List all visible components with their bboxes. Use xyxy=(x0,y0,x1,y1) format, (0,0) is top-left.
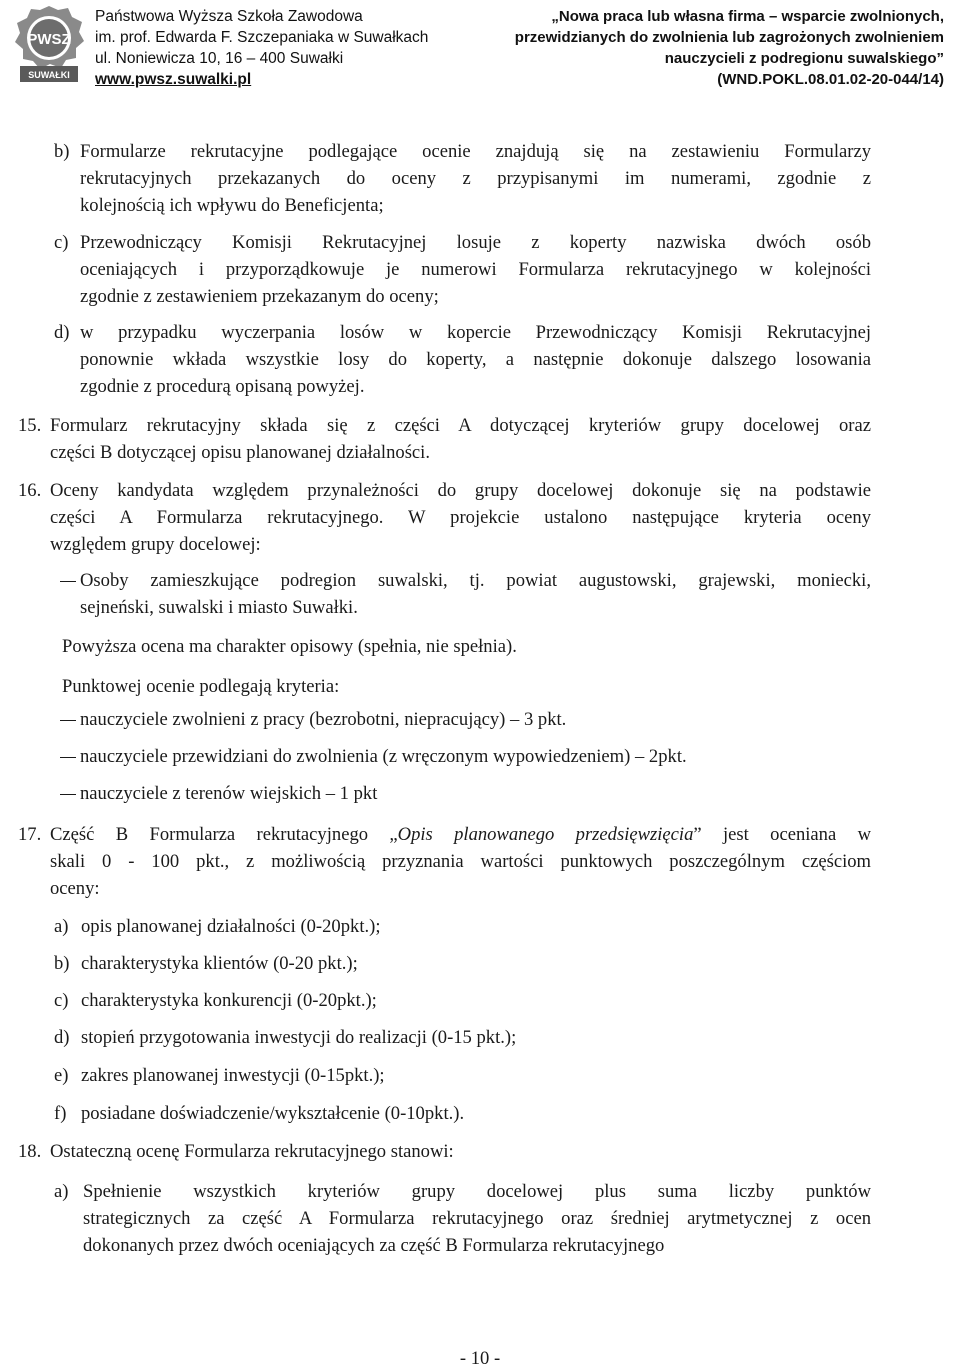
sub-f-text: posiadane doświadczenie/wykształcenie (0-10pkt.). xyxy=(81,1103,465,1124)
point-16-marker: 16. xyxy=(18,480,42,501)
project-title-line-3: nauczycieli z podregionu suwalskiego” xyxy=(664,50,944,67)
sub-a-marker: a) xyxy=(54,916,69,937)
item-b-line: rekrutacyjnych przekazanych do oceny z przypisanymi im numerami, zgodnie z xyxy=(80,168,871,189)
item-d-text xyxy=(80,319,871,400)
institution-name: Państwowa Wyższa Szkoła Zawodowa xyxy=(95,8,363,25)
sub-e-marker: e) xyxy=(54,1065,69,1086)
point-18-text: Ostateczną ocenę Formularza rekrutacyjnego stanowi: xyxy=(50,1141,454,1162)
sub-b-text: charakterystyka klientów (0-20 pkt.); xyxy=(81,953,358,974)
item-c-line: zgodnie z zestawieniem przekazanym do oceny; xyxy=(80,286,439,307)
point-15-marker: 15. xyxy=(18,415,42,436)
institution-patron: im. prof. Edwarda F. Szczepaniaka w Suwałkach xyxy=(95,29,429,46)
point-18-marker: 18. xyxy=(18,1141,42,1162)
item-c-line: Przewodniczący Komisji Rekrutacyjnej losuje z koperty nazwiska dwóch osób xyxy=(80,232,871,253)
sub-a-text: opis planowanej działalności (0-20pkt.); xyxy=(81,916,381,937)
institution-street: ul. Noniewicza 10, 16 – 400 Suwałki xyxy=(95,50,344,67)
sub-c-text: charakterystyka konkurencji (0-20pkt.); xyxy=(81,990,377,1011)
point-17-suffix: ” jest oceniana w xyxy=(693,824,872,845)
point-17-line: oceny: xyxy=(50,878,100,899)
sub-b-marker: b) xyxy=(54,953,70,974)
item-d-line: zgodnie z procedurą opisaną powyżej. xyxy=(80,376,365,397)
pwsz-logo xyxy=(12,4,86,86)
item-d-line: w przypadku wyczerpania losów w kopercie Przewodniczący Komisji Rekrutacyjnej xyxy=(80,322,871,343)
dash-bullet xyxy=(60,581,76,582)
point-18a-marker: a) xyxy=(54,1181,69,1202)
point-18a-line: Spełnienie wszystkich kryteriów grupy docelowej plus suma liczby punktów xyxy=(83,1181,871,1202)
dash-bullet xyxy=(60,720,76,721)
logo-subtext: SUWAŁKI xyxy=(28,70,70,80)
point-15-line: Formularz rekrutacyjny składa się z części A dotyczącej kryteriów grupy docelowej oraz xyxy=(50,415,871,436)
target-group-criterion xyxy=(80,567,871,621)
item-d-marker: d) xyxy=(54,322,70,343)
point-18a-text xyxy=(83,1178,871,1259)
sub-c-marker: c) xyxy=(54,990,69,1011)
point-16-text xyxy=(50,477,871,558)
project-title-line-1: „Nowa praca lub własna firma – wsparcie zwolnionych, xyxy=(551,8,944,25)
point-15-line: części B dotyczącej opisu planowanej działalności. xyxy=(50,442,430,463)
item-b-marker: b) xyxy=(54,141,70,162)
sub-d-text: stopień przygotowania inwestycji do realizacji (0-15 pkt.); xyxy=(81,1027,517,1048)
sub-e-text: zakres planowanej inwestycji (0-15pkt.); xyxy=(81,1065,385,1086)
point-18a-line: strategicznych za część A Formularza rekrutacyjnego oraz średniej arytmetycznej z ocen xyxy=(83,1208,871,1229)
point-17-text xyxy=(50,821,871,902)
point-criteria-intro: Punktowej ocenie podlegają kryteria: xyxy=(62,676,340,697)
logo-text: PWSZ xyxy=(27,31,71,48)
criterion-to-be-dismissed: nauczyciele przewidziani do zwolnienia (z wręczonym wypowiedzeniem) – 2pkt. xyxy=(80,746,687,767)
dash-bullet xyxy=(60,794,76,795)
item-b-line: kolejnością ich wpływu do Beneficjenta; xyxy=(80,195,384,216)
project-title-line-2: przewidzianych do zwolnienia lub zagrożonych zwolnieniem xyxy=(514,29,944,46)
criterion-unemployed: nauczyciele zwolnieni z pracy (bezrobotni, niepracujący) – 3 pkt. xyxy=(80,709,567,730)
point-17-line: skali 0 - 100 pkt., z możliwością przyznania wartości punktowych poszczególnym częściom xyxy=(50,851,871,872)
item-b-text xyxy=(80,138,871,219)
page-header xyxy=(0,0,960,100)
descriptive-assessment-note: Powyższa ocena ma charakter opisowy (spełnia, nie spełnia). xyxy=(62,636,517,657)
point-17-marker: 17. xyxy=(18,824,42,845)
sub-d-marker: d) xyxy=(54,1027,70,1048)
project-title xyxy=(515,6,944,90)
criterion-rural: nauczyciele z terenów wiejskich – 1 pkt xyxy=(80,783,378,804)
point-17-prefix: Część B Formularza rekrutacyjnego „ xyxy=(50,824,398,845)
institution-website-link[interactable]: www.pwsz.suwalki.pl xyxy=(95,71,252,88)
target-group-line: Osoby zamieszkujące podregion suwalski, tj. powiat augustowski, grajewski, moniecki, xyxy=(80,570,871,591)
point-16-line: względem grupy docelowej: xyxy=(50,534,261,555)
page-number: - 10 - xyxy=(459,1348,501,1369)
target-group-line: sejneński, suwalski i miasto Suwałki. xyxy=(80,597,358,618)
point-16-line: Oceny kandydata względem przynależności do grupy docelowej dokonuje się na podstawie xyxy=(50,480,871,501)
point-16-line: części A Formularza rekrutacyjnego. W projekcie ustalono następujące kryteria oceny xyxy=(50,507,871,528)
item-d-line: ponownie wkłada wszystkie losy do koperty, a następnie dokonuje dalszego losowania xyxy=(80,349,871,370)
sub-f-marker: f) xyxy=(54,1103,67,1124)
point-17-title: Opis planowanego przedsięwzięcia xyxy=(397,824,694,845)
item-c-text xyxy=(80,229,871,310)
project-code: (WND.POKL.08.01.02-20-044/14) xyxy=(717,71,944,88)
point-17-line xyxy=(50,821,871,848)
item-c-marker: c) xyxy=(54,232,69,253)
point-15-text xyxy=(50,412,871,466)
item-c-line: oceniających i przyporządkowuje je numerowi Formularza rekrutacyjnego w kolejności xyxy=(80,259,871,280)
dash-bullet xyxy=(60,757,76,758)
item-b-line: Formularze rekrutacyjne podlegające ocenie znajdują się na zestawieniu Formularzy xyxy=(80,141,871,162)
institution-address xyxy=(95,6,428,90)
point-18a-line: dokonanych przez dwóch oceniających za część B Formularza rekrutacyjnego xyxy=(83,1235,665,1256)
